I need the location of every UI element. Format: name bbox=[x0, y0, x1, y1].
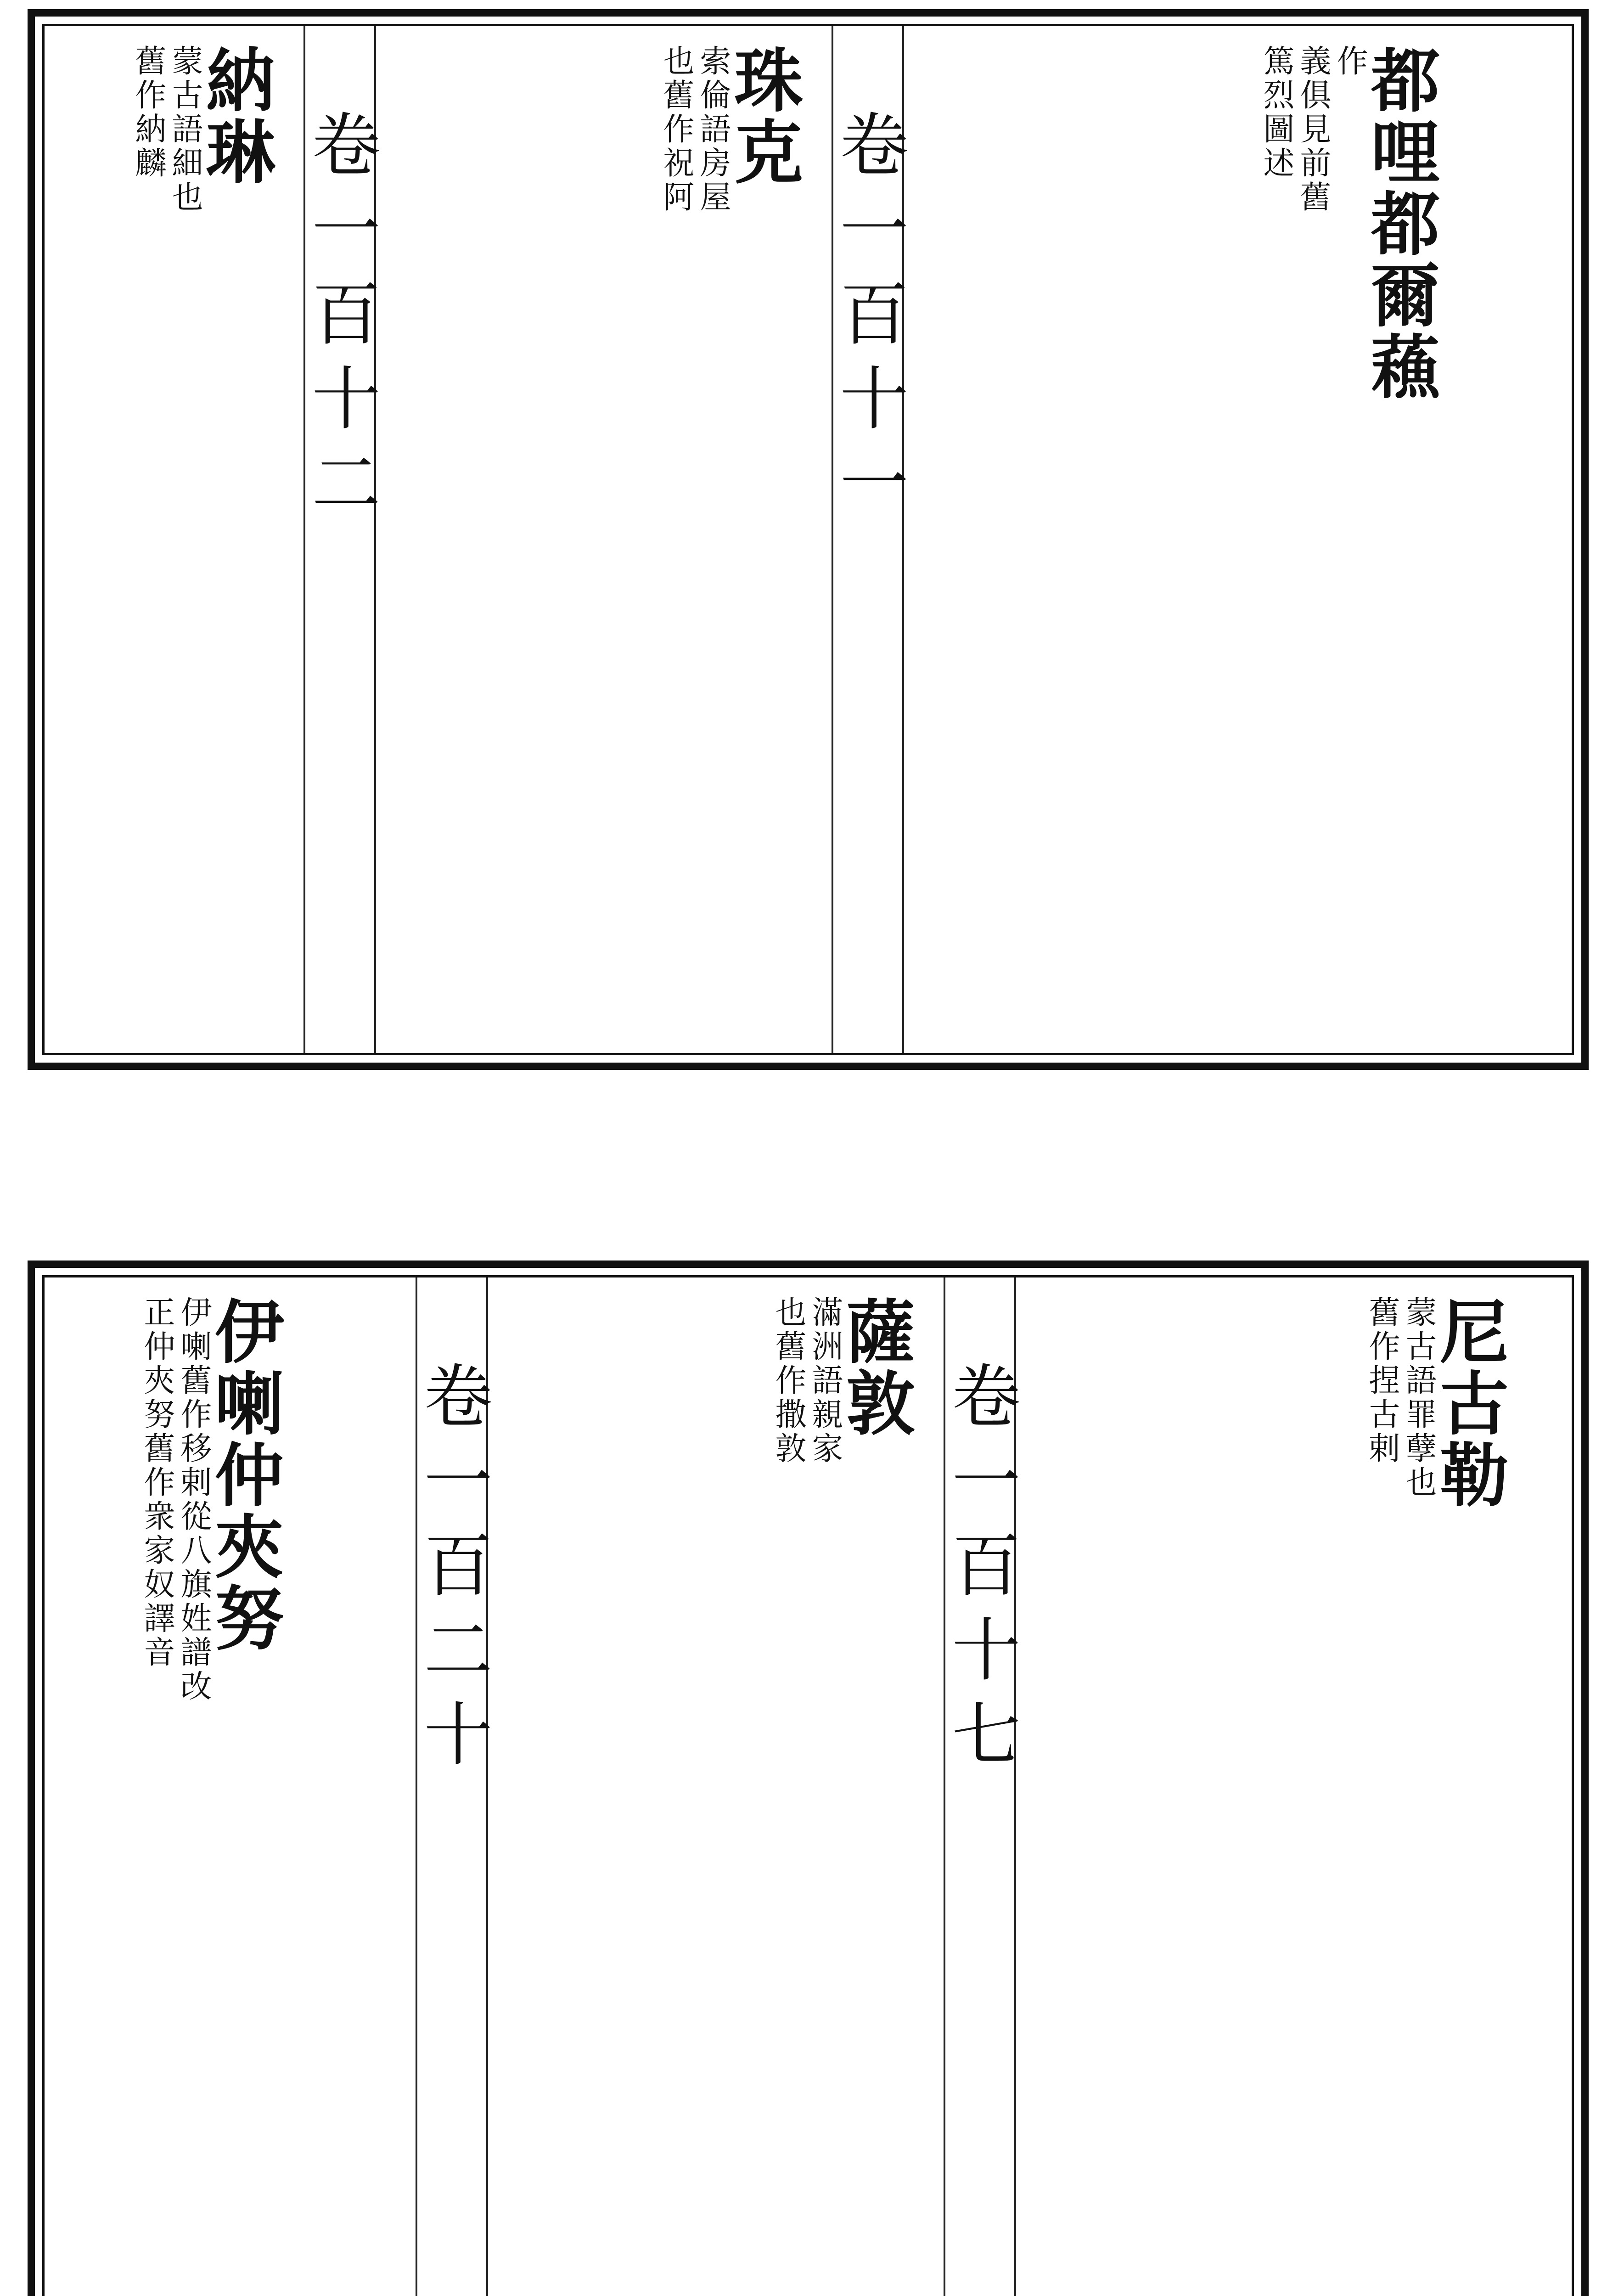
annotation-line: 蒙古語細也 bbox=[167, 45, 203, 214]
glossary-entry bbox=[0, 45, 275, 214]
entry-annotation bbox=[1042, 45, 1368, 214]
glossary-entry bbox=[0, 1296, 284, 1704]
entry-annotation bbox=[0, 1296, 212, 1704]
glossary-entry-column bbox=[486, 1277, 944, 2296]
entry-term: 伊喇仲夾努 bbox=[203, 1296, 284, 1654]
volume-heading-column bbox=[828, 26, 908, 1053]
glossary-entry bbox=[1085, 1296, 1509, 1511]
entry-term: 尼古勒 bbox=[1428, 1296, 1509, 1511]
annotation-line: 也舊作祝阿 bbox=[658, 45, 694, 214]
annotation-line: 舊作納麟 bbox=[130, 45, 166, 180]
glossary-entry-column bbox=[0, 26, 303, 1053]
glossary-entry bbox=[410, 45, 803, 214]
annotation-line: 篤烈圖述 bbox=[1258, 45, 1294, 180]
glossary-entry-column bbox=[0, 1277, 416, 2296]
entry-term: 薩敦 bbox=[834, 1296, 915, 1439]
annotation-line: 索倫語房屋 bbox=[695, 45, 731, 214]
annotation-line: 蒙古語罪孽也 bbox=[1400, 1296, 1437, 1500]
entry-annotation bbox=[0, 45, 203, 214]
entry-annotation bbox=[523, 1296, 843, 1466]
entry-annotation bbox=[410, 45, 731, 214]
volume-heading: 卷一百十七 bbox=[940, 1360, 1020, 1783]
entry-term: 珠克 bbox=[722, 45, 803, 188]
glossary-entry bbox=[523, 1296, 915, 1466]
lower-page-frame bbox=[42, 1275, 1574, 2296]
entry-term: 都哩都爾蘓 bbox=[1359, 45, 1440, 403]
volume-heading-column bbox=[940, 1277, 1020, 2296]
lower-page-panel bbox=[28, 1261, 1589, 2296]
volume-heading-column bbox=[412, 1277, 492, 2296]
glossary-entry-column bbox=[1014, 1277, 1572, 2296]
glossary-entry-column bbox=[374, 26, 832, 1053]
annotation-line: 伊喇舊作移剌從八旗姓譜改 bbox=[175, 1296, 212, 1704]
annotation-line: 也舊作撒敦 bbox=[770, 1296, 806, 1466]
volume-heading: 卷一百二十 bbox=[412, 1360, 492, 1783]
annotation-line: 舊作捏古剌 bbox=[1364, 1296, 1400, 1466]
glossary-entry-column bbox=[902, 26, 1572, 1053]
annotation-line: 正仲夾努舊作衆家奴譯音 bbox=[139, 1296, 175, 1670]
annotation-line: 義俱見前舊 bbox=[1295, 45, 1331, 214]
volume-heading-column bbox=[300, 26, 380, 1053]
annotation-line: 滿洲語親家 bbox=[807, 1296, 843, 1466]
annotation-line: 作 bbox=[1332, 45, 1368, 79]
entry-annotation bbox=[1085, 1296, 1437, 1500]
upper-page-frame bbox=[42, 24, 1574, 1055]
volume-heading: 卷一百十一 bbox=[828, 109, 908, 531]
glossary-entry bbox=[1042, 45, 1440, 403]
volume-heading: 卷一百十二 bbox=[300, 109, 380, 531]
entry-term: 納琳 bbox=[194, 45, 275, 188]
upper-page-panel bbox=[28, 9, 1589, 1070]
